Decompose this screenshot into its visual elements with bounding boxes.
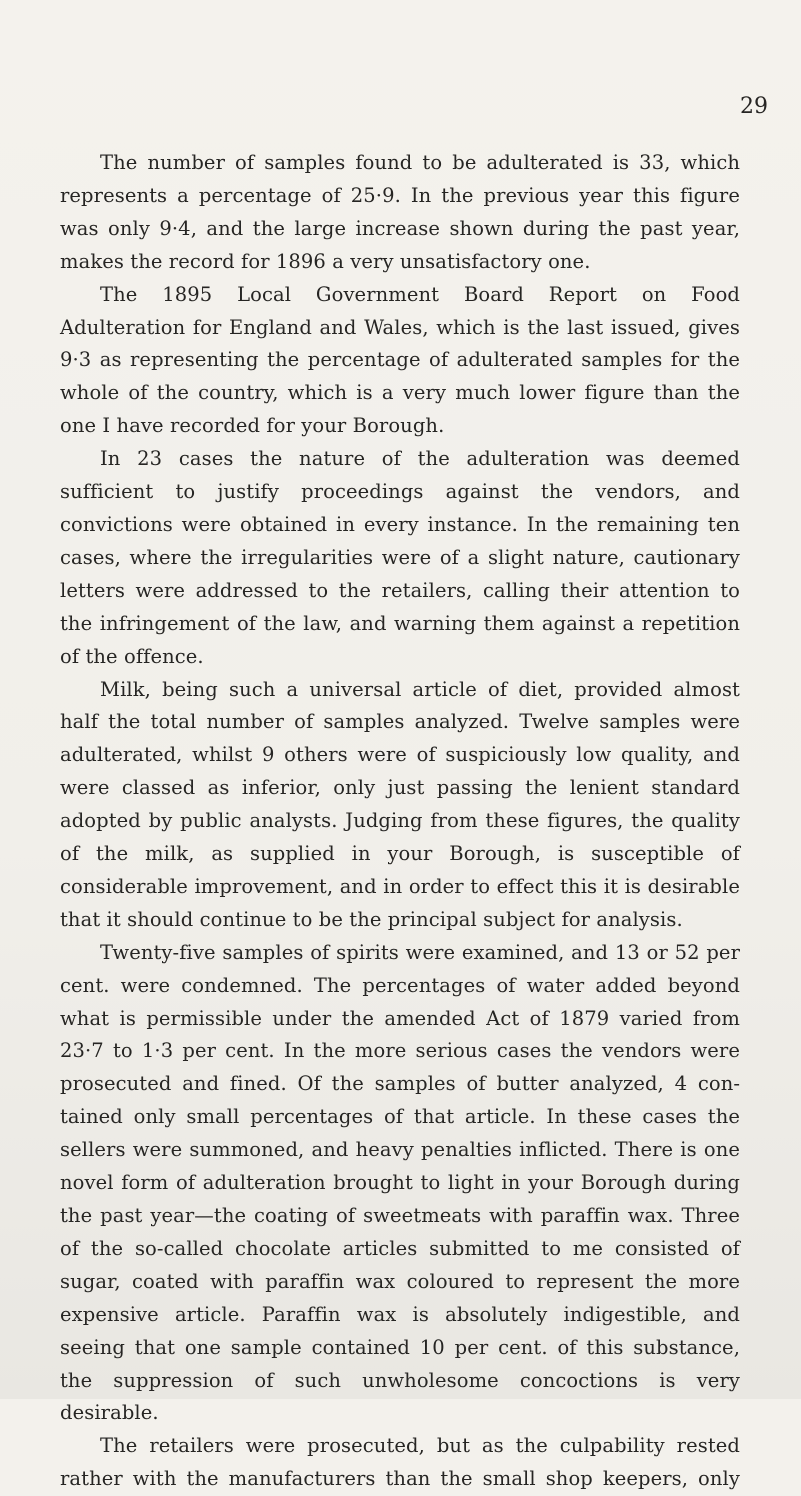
paragraph-proceedings: In 23 cases the nature of the adulteration was deemed sufficient to justify proceedings against the vendors, and convictions were obtained in every instance. In the remaining ten cases, where the irregularities were of a slight nature, cautionary letters were addressed to the retailers, calling their attention to the infringement of the law, and warning them against a repetition of the offence. bbox=[60, 447, 740, 668]
paragraph-milk: Milk, being such a universal article of diet, provided almost half the total number of samples analyzed. Twelve samples were adulterated, whilst 9 others were of suspiciously low quality, and were classed as inferior, only just passing the lenient standard adopted by public analysts. Judging from these figures, the quality of the milk, as supplied in your Borough, is susceptible of considerable improvement, and in order to effect this it is desirable that it should continue to be the principal subject for analysis. bbox=[60, 677, 740, 931]
page-number: 29 bbox=[740, 94, 768, 119]
paragraph-retailers: The retailers were prosecuted, but as the culpability rested rather with the manufacturers than the small shop keepers, only bbox=[60, 1434, 740, 1491]
paragraph-adulterated-samples: The number of samples found to be adulterated is 33, which represents a percentage of 25·9. In the previous year this figure was only 9·4, and the large increase shown during the past year, makes the record for 1896 a very unsatisfactory one. bbox=[60, 151, 740, 273]
paragraph-spirits-butter-sweetmeats: Twenty-five samples of spirits were examined, and 13 or 52 per cent. were condemned. The percentages of water added beyond what is permissible under the amended Act of 1879 varied from 23·7 to 1·3 per cent. In the more serious cases the vendors were prosecuted and fined. Of the samples of butter analyzed, 4 contained only small percentages of that article. In these cases the sellers were summoned, and heavy penalties inflicted. There is one novel form of adulteration brought to light in your Borough during the past year—the coating of sweetmeats with paraffin wax. Three of the so-called chocolate articles submitted to me consisted of sugar, coated with paraffin wax coloured to represent the more expensive article. Paraffin wax is absolutely indigestible, and seeing that one sample contained 10 per cent. of this substance, the suppression of such unwholesome concoctions is very desirable. bbox=[60, 940, 740, 1425]
body-text bbox=[60, 147, 740, 1496]
paragraph-lgb-report: The 1895 Local Government Board Report on Food Adulteration for England and Wales, which is the last issued, gives 9·3 as representing the percentage of adulterated samples for the whole of the country, which is a very much lower figure than the one I have recorded for your Borough. bbox=[60, 282, 740, 438]
